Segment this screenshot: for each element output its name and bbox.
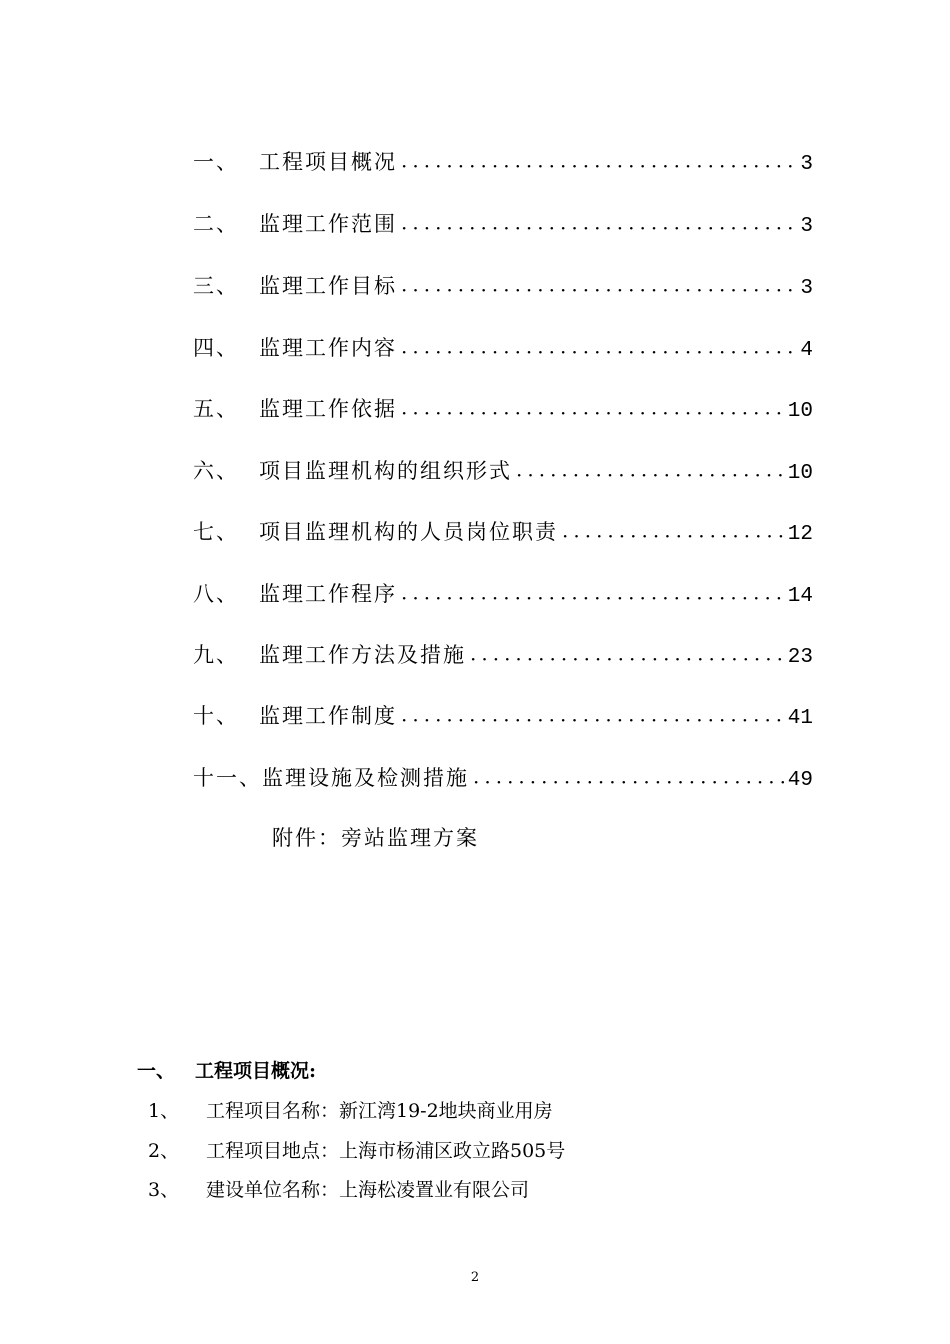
toc-entry-title: 监理工作程序	[259, 582, 397, 606]
toc-entry-page: 4	[800, 339, 813, 362]
toc-entry-number: 十、	[193, 704, 239, 728]
toc-dot-leader	[516, 463, 784, 485]
toc-entry-number: 二、	[193, 212, 239, 236]
toc-entry-number: 三、	[193, 274, 239, 298]
toc-entry-page: 3	[800, 215, 813, 238]
toc-appendix[interactable]: 附件：旁站监理方案	[272, 826, 479, 850]
toc-entry-title: 监理工作范围	[259, 212, 397, 236]
toc-entry-title: 监理设施及检测措施	[262, 766, 469, 790]
toc-entry[interactable]	[193, 332, 813, 362]
toc-entry-title: 监理工作内容	[259, 336, 397, 360]
toc-entry-title: 工程项目概况	[259, 150, 397, 174]
toc-entry-title: 监理工作方法及措施	[259, 643, 466, 667]
toc-entry-number: 九、	[193, 643, 239, 667]
toc-entry-title: 项目监理机构的人员岗位职责	[259, 520, 558, 544]
list-item-text: 工程项目地点：上海市杨浦区政立路505号	[206, 1140, 566, 1162]
toc-entry-title: 监理工作依据	[259, 397, 397, 421]
toc-dot-leader	[401, 278, 796, 300]
toc-dot-leader	[401, 586, 784, 608]
toc-entry[interactable]	[193, 208, 813, 238]
list-item-number: 3、	[148, 1179, 180, 1201]
toc-entry-title: 项目监理机构的组织形式	[259, 459, 512, 483]
list-item	[148, 1136, 565, 1163]
toc-entry-number: 七、	[193, 520, 239, 544]
toc-dot-leader	[562, 524, 784, 546]
toc-entry-page: 10	[787, 462, 813, 485]
toc-entry[interactable]	[193, 578, 813, 608]
toc-dot-leader	[401, 708, 784, 730]
toc-dot-leader	[401, 401, 784, 423]
toc-entry[interactable]	[193, 762, 813, 792]
toc-entry-title: 监理工作制度	[259, 704, 397, 728]
toc-entry-number: 四、	[193, 336, 239, 360]
section-heading-title: 工程项目概况:	[195, 1060, 317, 1082]
list-item-number: 1、	[148, 1100, 180, 1122]
toc-entry-number: 五、	[193, 397, 239, 421]
toc-entry[interactable]	[193, 516, 813, 546]
toc-entry[interactable]	[193, 393, 813, 423]
toc-entry-number: 十一、	[193, 766, 262, 790]
toc-entry-number: 一、	[193, 150, 239, 174]
list-item-text: 建设单位名称：上海松凌置业有限公司	[206, 1179, 530, 1201]
toc-dot-leader	[401, 154, 796, 176]
toc-entry[interactable]	[193, 270, 813, 300]
toc-entry-title: 监理工作目标	[259, 274, 397, 298]
toc-entry[interactable]	[193, 639, 813, 669]
toc-entry-page: 23	[787, 646, 813, 669]
toc-entry-number: 六、	[193, 459, 239, 483]
toc-entry[interactable]	[193, 700, 813, 730]
toc-entry-page: 41	[787, 707, 813, 730]
toc-entry-page: 49	[787, 769, 813, 792]
toc-dot-leader	[473, 770, 784, 792]
section-heading	[137, 1056, 316, 1083]
toc-entry-page: 10	[787, 400, 813, 423]
toc-entry-page: 14	[787, 585, 813, 608]
toc-dot-leader	[401, 340, 796, 362]
toc-dot-leader	[470, 647, 784, 669]
toc-entry-page: 3	[800, 277, 813, 300]
toc-entry[interactable]	[193, 146, 813, 176]
toc-entry-number: 八、	[193, 582, 239, 606]
toc-entry[interactable]	[193, 455, 813, 485]
list-item	[148, 1096, 553, 1123]
section-heading-number: 一、	[137, 1060, 176, 1082]
list-item	[148, 1175, 529, 1202]
toc-dot-leader	[401, 216, 796, 238]
toc-entry-page: 3	[800, 153, 813, 176]
list-item-number: 2、	[148, 1140, 180, 1162]
toc-entry-page: 12	[787, 523, 813, 546]
page-number: 2	[470, 1270, 480, 1285]
list-item-text: 工程项目名称：新江湾19-2地块商业用房	[206, 1100, 553, 1122]
